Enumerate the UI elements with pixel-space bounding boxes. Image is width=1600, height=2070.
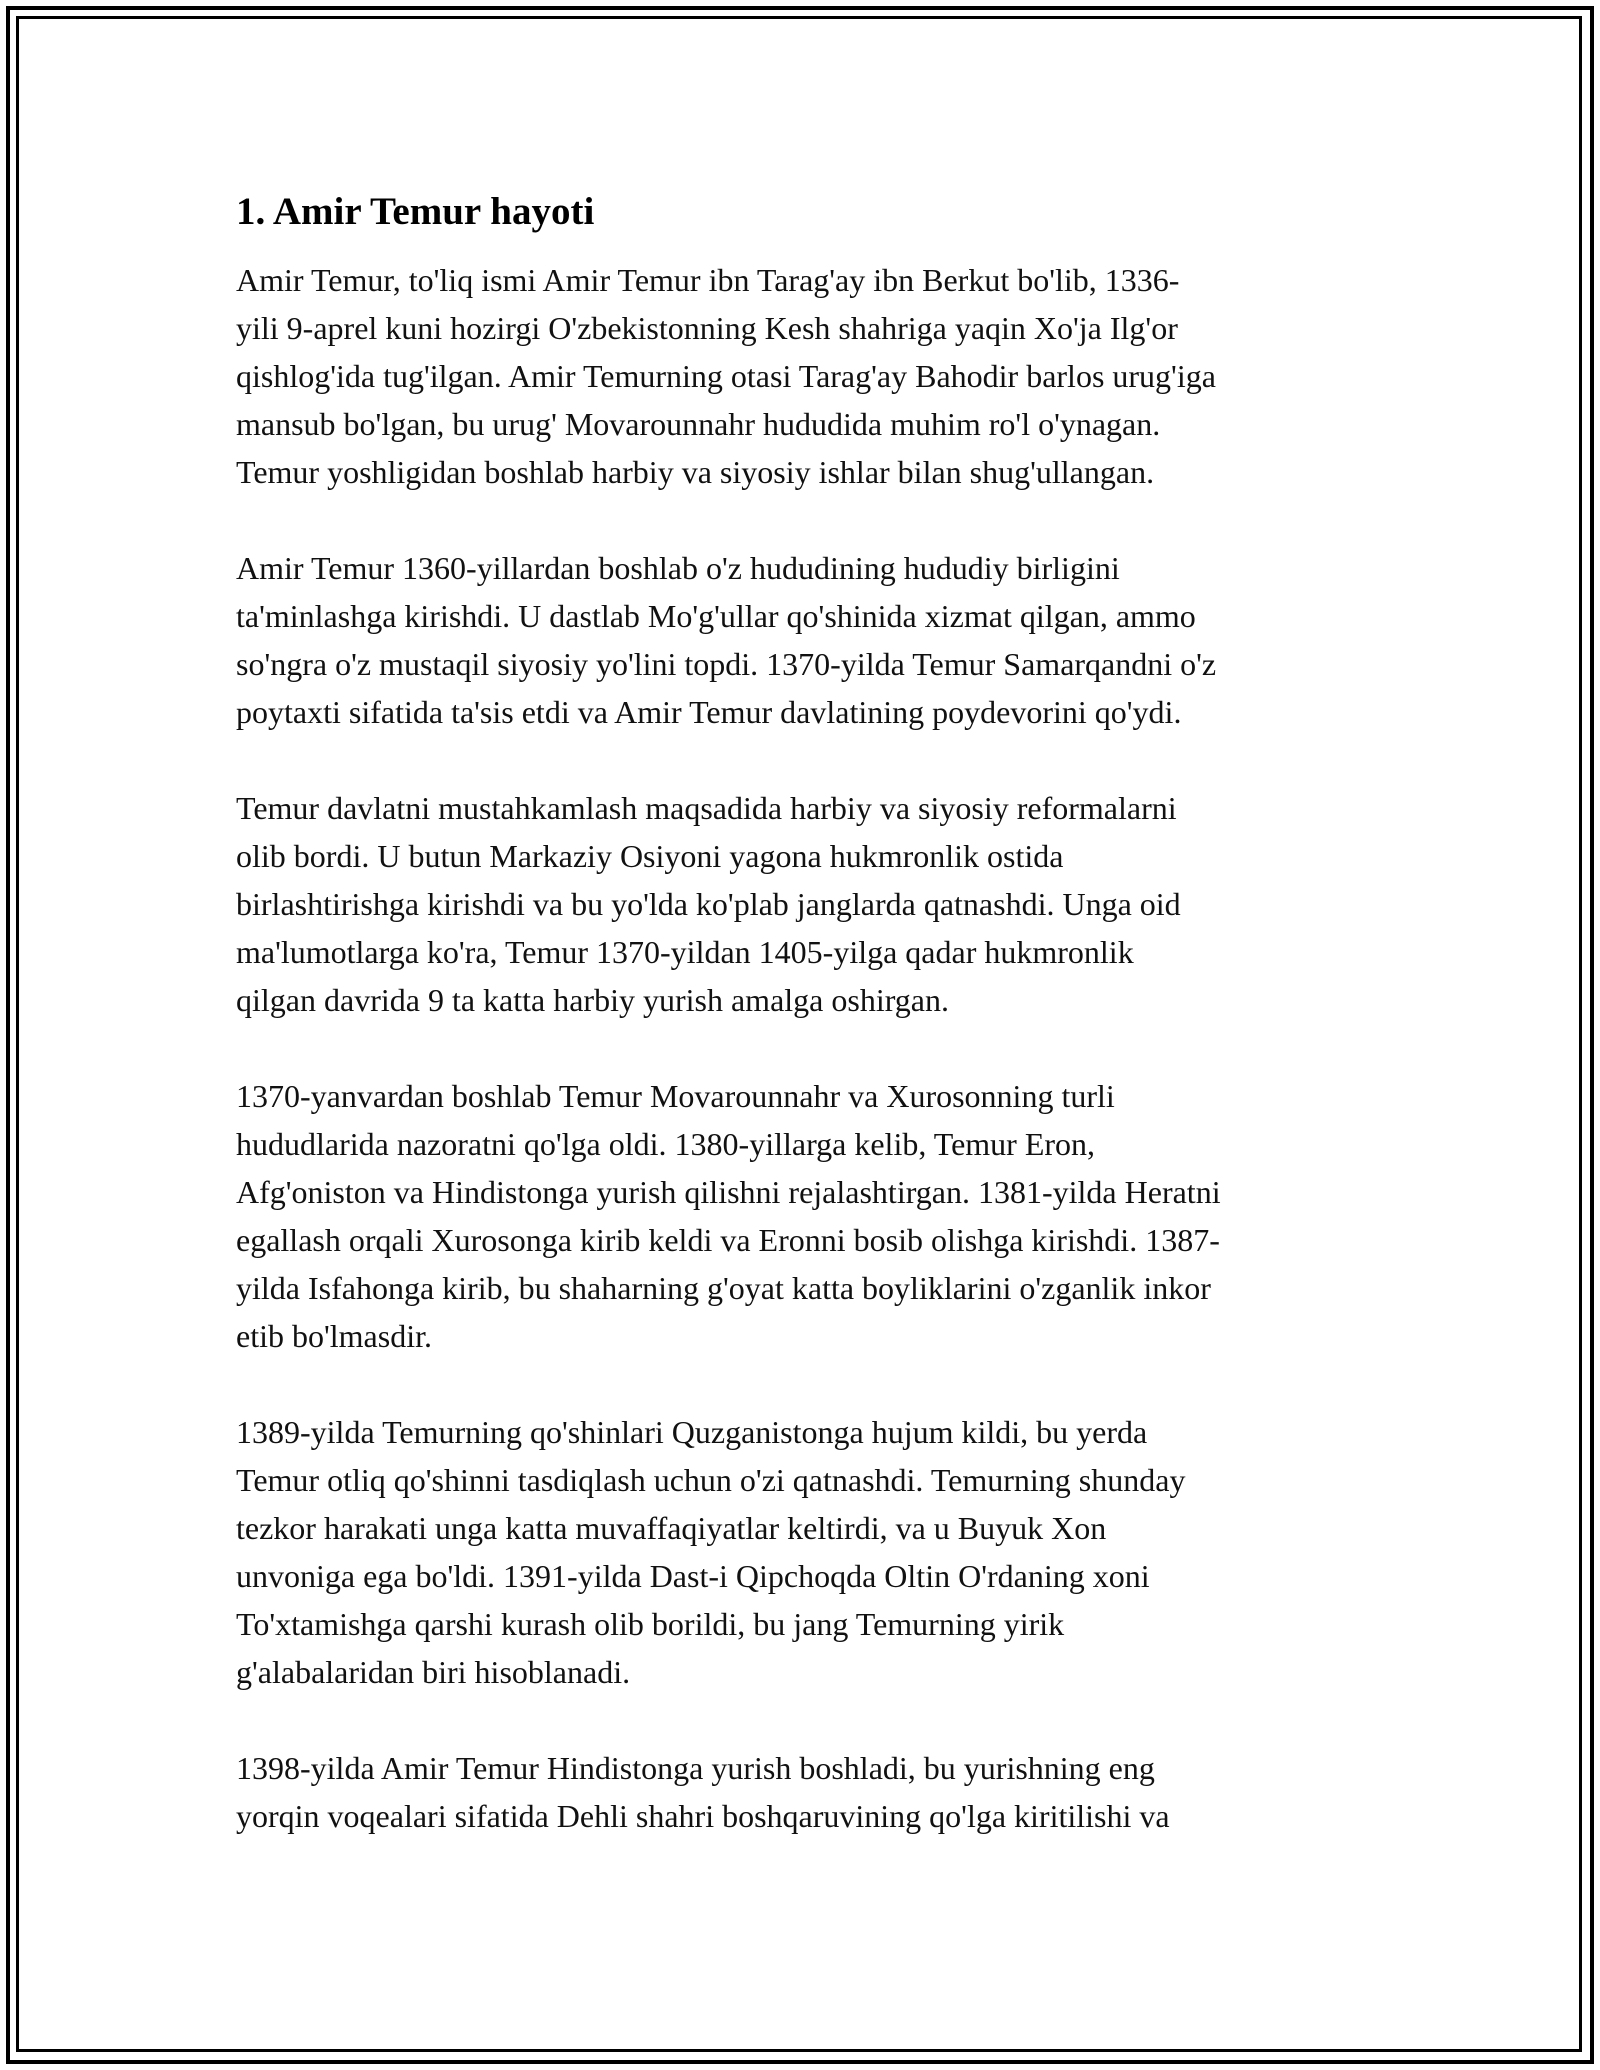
paragraph	[236, 256, 1376, 496]
text-line: 1370-yanvardan boshlab Temur Movarounnahr va Xurosonning turli	[236, 1078, 1115, 1114]
text-line: yili 9-aprel kuni hozirgi O'zbekistonning Kesh shahriga yaqin Xo'ja Ilg'or	[236, 310, 1178, 346]
text-line: olib bordi. U butun Markaziy Osiyoni yagona hukmronlik ostida	[236, 838, 1064, 874]
text-line: Temur yoshligidan boshlab harbiy va siyosiy ishlar bilan shug'ullangan.	[236, 454, 1155, 490]
paragraph	[236, 784, 1376, 1024]
text-line: yilda Isfahonga kirib, bu shaharning g'oyat katta boyliklarini o'zganlik inkor	[236, 1270, 1211, 1306]
text-line: 1398-yilda Amir Temur Hindistonga yurish boshladi, bu yurishning eng	[236, 1750, 1155, 1786]
text-line: Afg'oniston va Hindistonga yurish qilishni rejalashtirgan. 1381-yilda Heratni	[236, 1174, 1221, 1210]
text-line: egallash orqali Xurosonga kirib keldi va Eronni bosib olishga kirishdi. 1387-	[236, 1222, 1220, 1258]
text-line: Temur otliq qo'shinni tasdiqlash uchun o'zi qatnashdi. Temurning shunday	[236, 1462, 1186, 1498]
text-line: unvoniga ega bo'ldi. 1391-yilda Dast-i Qipchoqda Oltin O'rdaning xoni	[236, 1558, 1150, 1594]
text-line: mansub bo'lgan, bu urug' Movarounnahr hududida muhim ro'l o'ynagan.	[236, 406, 1161, 442]
text-line: birlashtirishga kirishdi va bu yo'lda ko'plab janglarda qatnashdi. Unga oid	[236, 886, 1181, 922]
page-title: 1. Amir Temur hayoti	[236, 190, 595, 233]
text-line: etib bo'lmasdir.	[236, 1318, 432, 1354]
text-line: ma'lumotlarga ko'ra, Temur 1370-yildan 1405-yilga qadar hukmronlik	[236, 934, 1134, 970]
text-line: qilgan davrida 9 ta katta harbiy yurish amalga oshirgan.	[236, 982, 949, 1018]
paragraph	[236, 1408, 1376, 1696]
text-line: poytaxti sifatida ta'sis etdi va Amir Temur davlatining poydevorini qo'ydi.	[236, 694, 1182, 730]
text-line: Amir Temur 1360-yillardan boshlab o'z hududining hududiy birligini	[236, 550, 1120, 586]
document-body	[236, 186, 1376, 1888]
text-line: tezkor harakati unga katta muvaffaqiyatlar keltirdi, va u Buyuk Xon	[236, 1510, 1107, 1546]
paragraph	[236, 544, 1376, 736]
paragraph	[236, 1744, 1376, 1840]
text-line: ta'minlashga kirishdi. U dastlab Mo'g'ullar qo'shinida xizmat qilgan, ammo	[236, 598, 1196, 634]
text-line: g'alabalaridan biri hisoblanadi.	[236, 1654, 631, 1690]
text-line: yorqin voqealari sifatida Dehli shahri boshqaruvining qo'lga kiritilishi va	[236, 1798, 1170, 1834]
text-line: hududlarida nazoratni qo'lga oldi. 1380-yillarga kelib, Temur Eron,	[236, 1126, 1096, 1162]
text-line: Temur davlatni mustahkamlash maqsadida harbiy va siyosiy reformalarni	[236, 790, 1177, 826]
paragraph-list	[236, 256, 1376, 1840]
text-line: so'ngra o'z mustaqil siyosiy yo'lini topdi. 1370-yilda Temur Samarqandni o'z	[236, 646, 1217, 682]
text-line: Amir Temur, to'liq ismi Amir Temur ibn Tarag'ay ibn Berkut bo'lib, 1336-	[236, 262, 1180, 298]
paragraph	[236, 1072, 1376, 1360]
text-line: 1389-yilda Temurning qo'shinlari Quzganistonga hujum kildi, bu yerda	[236, 1414, 1148, 1450]
text-line: qishlog'ida tug'ilgan. Amir Temurning otasi Tarag'ay Bahodir barlos urug'iga	[236, 358, 1216, 394]
text-line: To'xtamishga qarshi kurash olib borildi, bu jang Temurning yirik	[236, 1606, 1065, 1642]
